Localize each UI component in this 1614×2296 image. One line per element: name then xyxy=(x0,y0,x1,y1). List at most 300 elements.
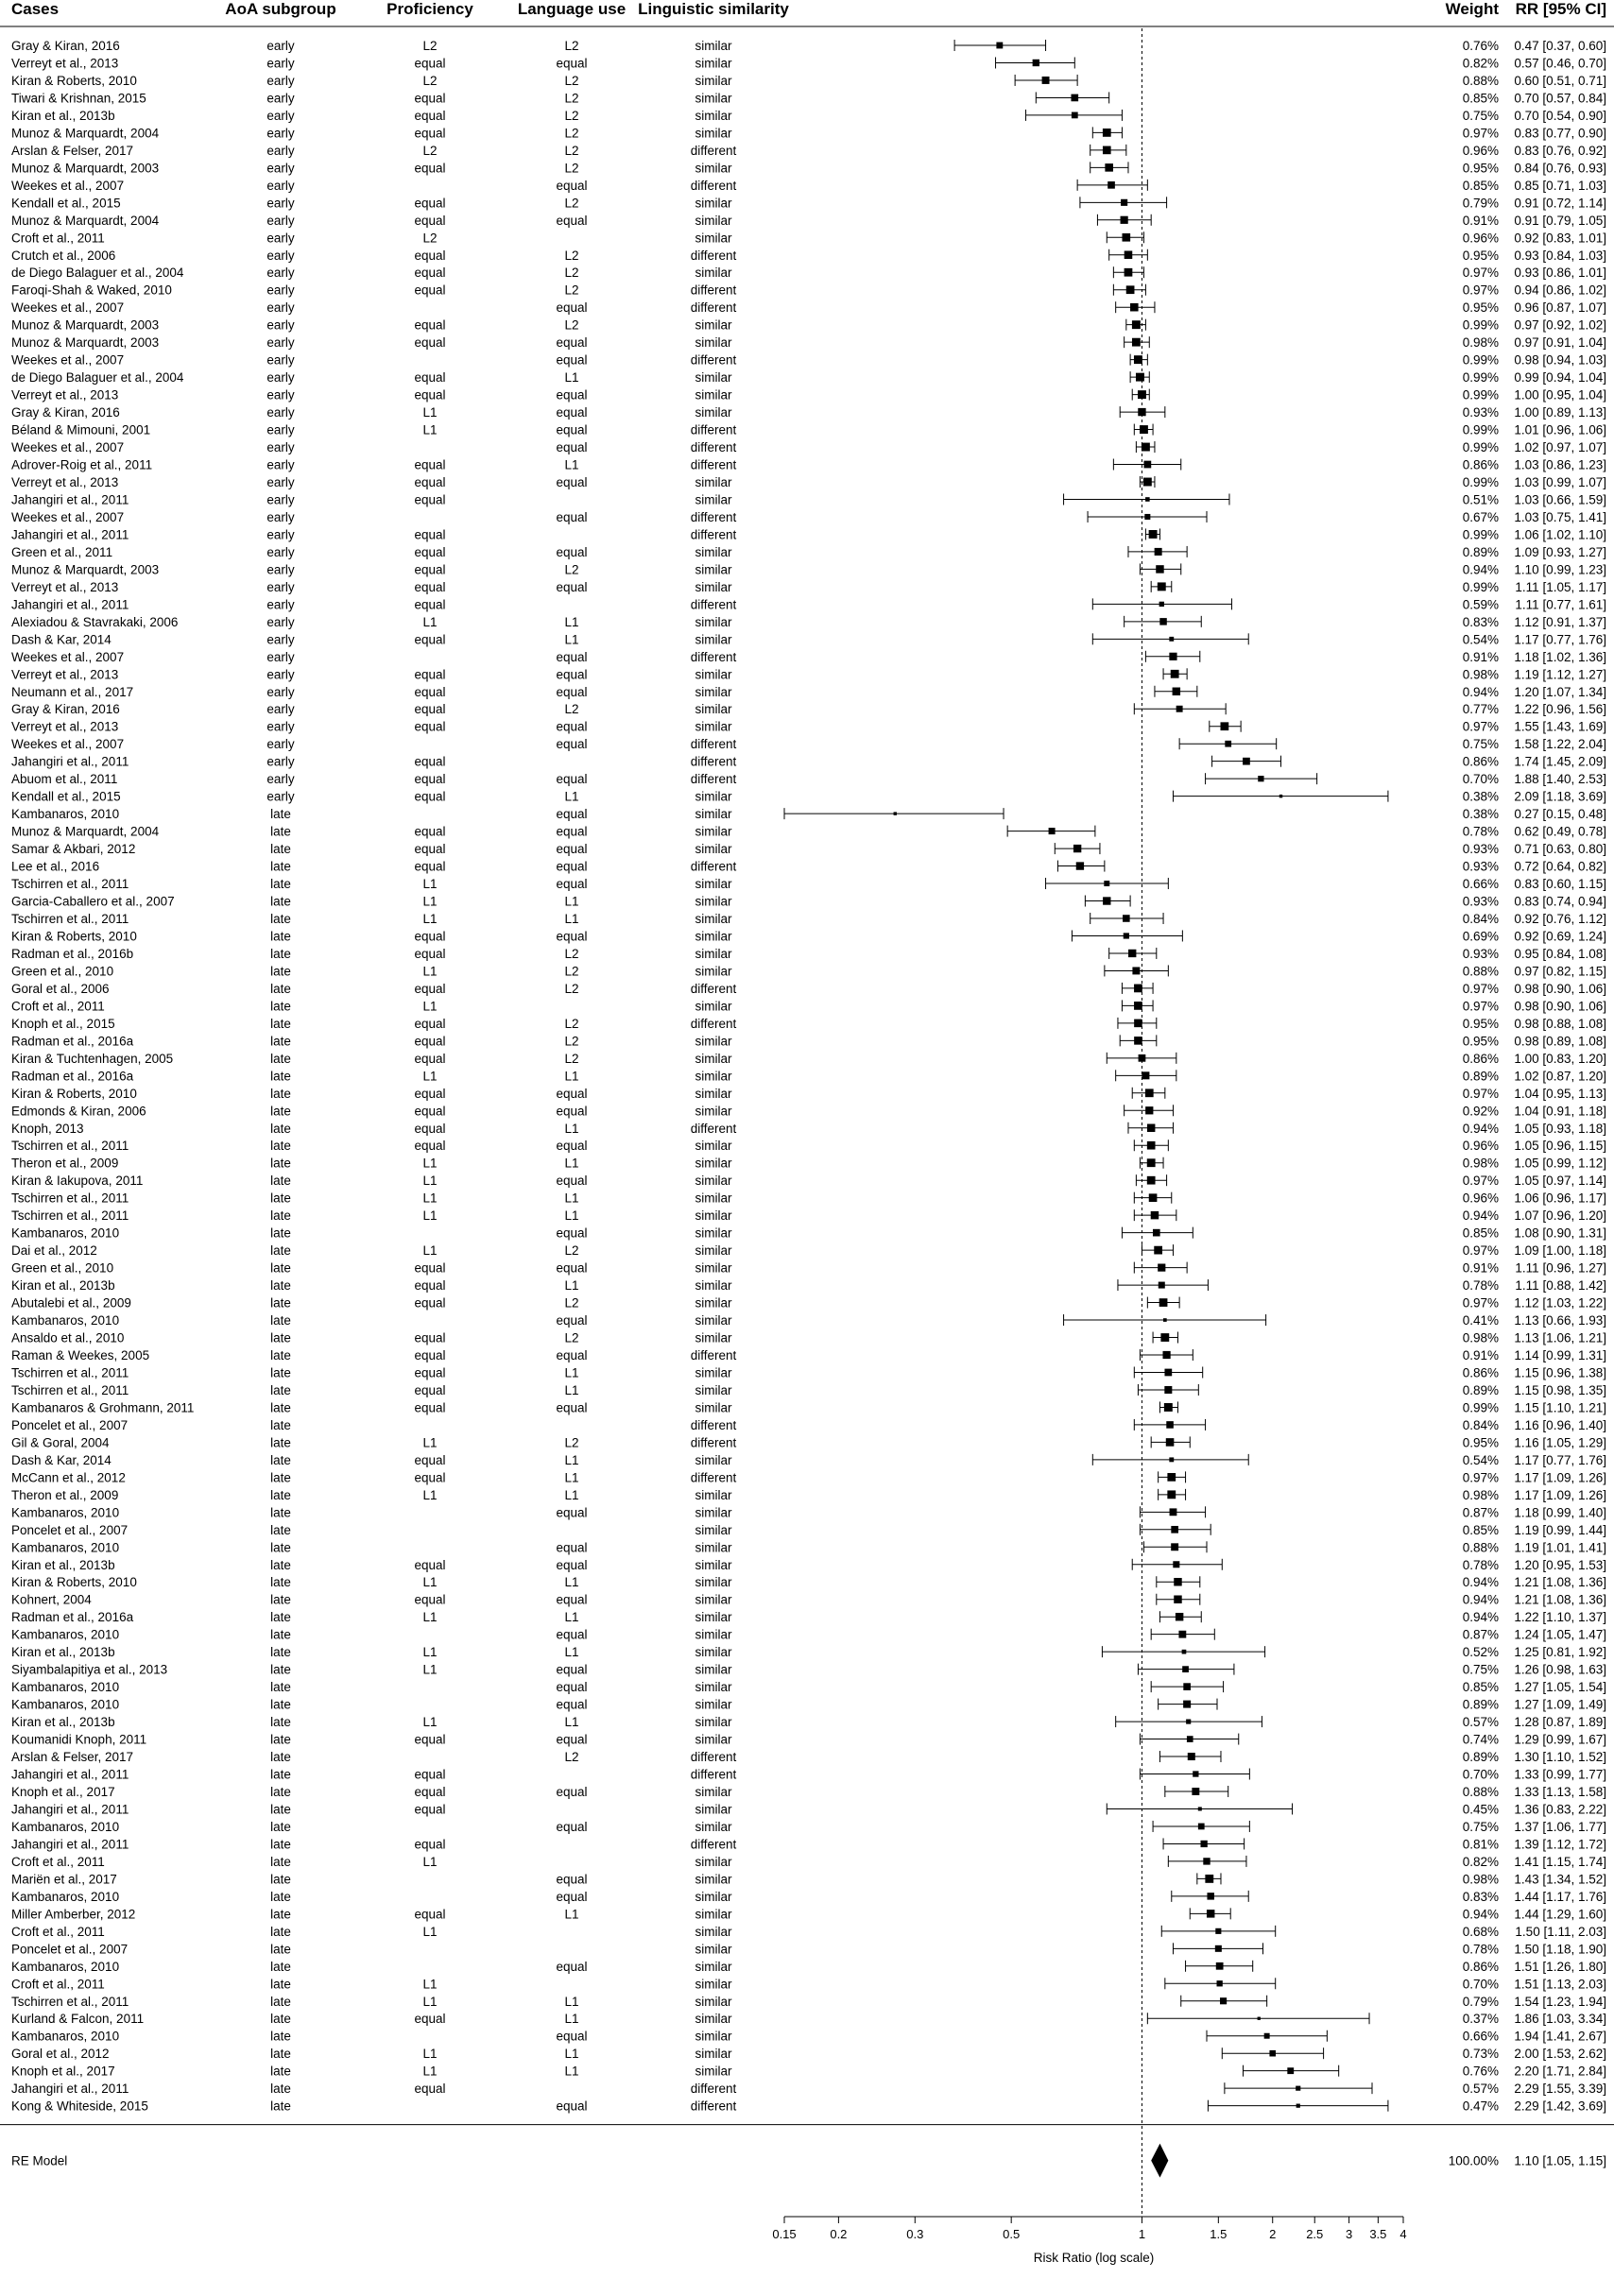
similarity-value: different xyxy=(690,737,737,752)
proficiency-value: equal xyxy=(414,702,446,717)
similarity-value: similar xyxy=(695,842,732,857)
language-use-value: equal xyxy=(556,352,588,368)
similarity-value: similar xyxy=(695,1802,732,1817)
case-label: Croft et al., 2011 xyxy=(11,1854,105,1869)
proficiency-value: equal xyxy=(414,1452,446,1467)
rr-ci-value: 0.83 [0.74, 0.94] xyxy=(1514,894,1606,909)
x-axis-label: Risk Ratio (log scale) xyxy=(1033,2251,1155,2265)
weight-value: 0.85% xyxy=(1462,1225,1499,1241)
proficiency-value: equal xyxy=(414,772,446,787)
rr-ci-value: 1.10 [0.99, 1.23] xyxy=(1514,562,1606,577)
rr-ci-value: 1.51 [1.13, 2.03] xyxy=(1514,1977,1606,1992)
case-label: Koumanidi Knoph, 2011 xyxy=(11,1732,147,1747)
case-label: Tschirren et al., 2011 xyxy=(11,1139,129,1154)
similarity-value: similar xyxy=(695,387,732,403)
weight-value: 0.97% xyxy=(1462,1086,1499,1101)
x-tick-label: 2.5 xyxy=(1306,2227,1324,2241)
similarity-value: similar xyxy=(695,877,732,892)
point-estimate xyxy=(1183,1683,1191,1690)
rr-ci-value: 1.36 [0.83, 2.22] xyxy=(1514,1802,1606,1817)
similarity-value: similar xyxy=(695,231,732,246)
rr-ci-value: 0.70 [0.57, 0.84] xyxy=(1514,91,1606,106)
similarity-value: similar xyxy=(695,1191,732,1206)
point-estimate xyxy=(1163,1318,1167,1322)
point-estimate xyxy=(1132,320,1141,329)
point-estimate xyxy=(1124,933,1129,938)
point-estimate xyxy=(1173,1561,1179,1568)
language-use-value: equal xyxy=(556,1785,588,1799)
study-row xyxy=(11,1313,1606,1328)
rr-ci-value: 1.20 [1.07, 1.34] xyxy=(1514,684,1606,699)
rr-ci-value: 0.98 [0.90, 1.06] xyxy=(1514,981,1606,996)
study-row xyxy=(11,562,1606,576)
proficiency-value: equal xyxy=(414,370,446,386)
case-label: Gray & Kiran, 2016 xyxy=(11,405,120,420)
language-use-value: L1 xyxy=(564,1645,579,1660)
proficiency-value: equal xyxy=(414,562,446,577)
study-row xyxy=(11,964,1606,978)
case-label: Munoz & Marquardt, 2003 xyxy=(11,335,160,351)
case-label: Alexiadou & Stavrakaki, 2006 xyxy=(11,614,179,629)
case-label: Kong & Whiteside, 2015 xyxy=(11,2099,148,2114)
language-use-value: L1 xyxy=(564,1470,579,1485)
language-use-value: equal xyxy=(556,1174,588,1189)
case-label: Knoph et al., 2017 xyxy=(11,2064,115,2079)
rr-ci-value: 1.29 [0.99, 1.67] xyxy=(1514,1732,1606,1747)
similarity-value: similar xyxy=(695,73,732,88)
proficiency-value: equal xyxy=(414,1034,446,1049)
case-label: Munoz & Marquardt, 2004 xyxy=(11,126,160,141)
proficiency-value: L1 xyxy=(422,894,438,909)
study-row xyxy=(11,1715,1606,1729)
aoa-value: late xyxy=(270,824,291,839)
point-estimate xyxy=(1162,1351,1170,1359)
rr-ci-value: 0.93 [0.84, 1.03] xyxy=(1514,248,1606,263)
proficiency-value: L1 xyxy=(422,1715,438,1730)
language-use-value: equal xyxy=(556,1139,588,1154)
case-label: Crutch et al., 2006 xyxy=(11,248,116,263)
point-estimate xyxy=(1192,1788,1199,1795)
case-label: Tschirren et al., 2011 xyxy=(11,1208,129,1224)
aoa-value: early xyxy=(266,667,295,682)
summary-label: RE Model xyxy=(11,2153,68,2168)
rr-ci-value: 0.72 [0.64, 0.82] xyxy=(1514,859,1606,874)
weight-value: 0.99% xyxy=(1462,579,1499,594)
rr-ci-value: 1.00 [0.95, 1.04] xyxy=(1514,387,1606,403)
similarity-value: similar xyxy=(695,1627,732,1642)
rr-ci-value: 1.88 [1.40, 2.53] xyxy=(1514,772,1606,787)
aoa-value: late xyxy=(270,1156,291,1171)
rr-ci-value: 0.97 [0.92, 1.02] xyxy=(1514,317,1606,333)
study-row xyxy=(11,1837,1606,1851)
aoa-value: early xyxy=(266,352,295,368)
similarity-value: similar xyxy=(695,161,732,176)
weight-value: 0.93% xyxy=(1462,405,1499,420)
weight-value: 0.97% xyxy=(1462,1243,1499,1259)
study-row xyxy=(11,1890,1606,1904)
case-label: Poncelet et al., 2007 xyxy=(11,1942,129,1957)
similarity-value: similar xyxy=(695,562,732,577)
aoa-value: late xyxy=(270,1837,291,1852)
point-estimate xyxy=(1134,1019,1142,1028)
study-row xyxy=(11,423,1606,437)
aoa-value: late xyxy=(270,1051,291,1066)
case-label: Kurland & Falcon, 2011 xyxy=(11,2012,145,2027)
point-estimate xyxy=(1176,706,1183,712)
point-estimate xyxy=(1217,1980,1223,1986)
aoa-value: late xyxy=(270,1104,291,1119)
aoa-value: early xyxy=(266,56,295,71)
weight-value: 0.85% xyxy=(1462,1680,1499,1695)
proficiency-value: equal xyxy=(414,632,446,647)
proficiency-value: equal xyxy=(414,1348,446,1362)
rr-ci-value: 1.51 [1.26, 1.80] xyxy=(1514,1959,1606,1974)
study-row xyxy=(11,632,1606,646)
point-estimate xyxy=(1215,1928,1221,1934)
point-estimate xyxy=(1159,602,1164,607)
aoa-value: late xyxy=(270,1540,291,1555)
proficiency-value: L1 xyxy=(422,614,438,629)
weight-value: 0.75% xyxy=(1462,1662,1499,1677)
weight-value: 0.91% xyxy=(1462,213,1499,228)
similarity-value: similar xyxy=(695,1208,732,1224)
aoa-value: early xyxy=(266,457,295,472)
proficiency-value: equal xyxy=(414,1295,446,1311)
similarity-value: different xyxy=(690,772,737,787)
weight-value: 0.99% xyxy=(1462,387,1499,403)
similarity-value: similar xyxy=(695,929,732,944)
case-label: Munoz & Marquardt, 2004 xyxy=(11,213,160,228)
similarity-value: similar xyxy=(695,1382,732,1397)
case-label: Kambanaros, 2010 xyxy=(11,1680,120,1695)
case-label: Verreyt et al., 2013 xyxy=(11,387,119,403)
weight-value: 0.37% xyxy=(1462,2012,1499,2027)
point-estimate xyxy=(1147,1176,1156,1185)
similarity-value: similar xyxy=(695,1452,732,1467)
weight-value: 0.86% xyxy=(1462,1959,1499,1974)
weight-value: 0.85% xyxy=(1462,91,1499,106)
similarity-value: similar xyxy=(695,108,732,123)
study-row xyxy=(11,1174,1606,1188)
weight-value: 0.95% xyxy=(1462,300,1499,316)
language-use-value: L1 xyxy=(564,370,579,386)
study-row xyxy=(11,1069,1606,1083)
weight-value: 0.76% xyxy=(1462,39,1499,53)
rr-ci-value: 0.94 [0.86, 1.02] xyxy=(1514,283,1606,298)
proficiency-value: equal xyxy=(414,457,446,472)
study-row xyxy=(11,1052,1606,1066)
point-estimate xyxy=(1132,338,1141,347)
header-cases: Cases xyxy=(11,0,60,18)
point-estimate xyxy=(1136,373,1144,382)
study-row xyxy=(11,458,1606,472)
rr-ci-value: 1.16 [1.05, 1.29] xyxy=(1514,1435,1606,1450)
point-estimate xyxy=(1166,1421,1174,1429)
point-estimate xyxy=(1105,163,1113,172)
weight-value: 0.94% xyxy=(1462,1592,1499,1607)
language-use-value: L1 xyxy=(564,1278,579,1294)
case-label: Samar & Akbari, 2012 xyxy=(11,842,136,857)
rr-ci-value: 1.11 [0.77, 1.61] xyxy=(1515,597,1606,612)
weight-value: 0.66% xyxy=(1462,877,1499,892)
language-use-value: equal xyxy=(556,1313,588,1328)
similarity-value: similar xyxy=(695,213,732,228)
proficiency-value: equal xyxy=(414,981,446,996)
aoa-value: late xyxy=(270,1942,291,1957)
case-label: Tschirren et al., 2011 xyxy=(11,1365,129,1380)
x-axis-ticks xyxy=(772,2217,1406,2241)
weight-value: 0.97% xyxy=(1462,1470,1499,1485)
similarity-value: similar xyxy=(695,1610,732,1625)
rr-ci-value: 1.37 [1.06, 1.77] xyxy=(1514,1819,1606,1834)
aoa-value: late xyxy=(270,1121,291,1136)
language-use-value: equal xyxy=(556,509,588,524)
case-label: Weekes et al., 2007 xyxy=(11,178,125,193)
case-label: Jahangiri et al., 2011 xyxy=(11,1837,129,1852)
header-language-use: Language use xyxy=(517,0,627,18)
rr-ci-value: 1.04 [0.91, 1.18] xyxy=(1514,1104,1606,1119)
aoa-value: late xyxy=(270,1889,291,1904)
point-estimate xyxy=(1072,112,1078,119)
aoa-value: late xyxy=(270,964,291,979)
study-row xyxy=(11,912,1606,926)
case-label: Weekes et al., 2007 xyxy=(11,649,125,664)
study-row xyxy=(11,1802,1606,1816)
study-row xyxy=(11,1400,1606,1414)
proficiency-value: equal xyxy=(414,56,446,71)
language-use-value: L1 xyxy=(564,457,579,472)
proficiency-value: L1 xyxy=(422,1487,438,1502)
language-use-value: equal xyxy=(556,877,588,892)
proficiency-value: L1 xyxy=(422,1156,438,1171)
rr-ci-value: 1.16 [0.96, 1.40] xyxy=(1514,1417,1606,1432)
proficiency-value: L1 xyxy=(422,2064,438,2079)
point-estimate xyxy=(1296,2086,1300,2091)
case-label: Arslan & Felser, 2017 xyxy=(11,143,134,158)
rr-ci-value: 1.94 [1.41, 2.67] xyxy=(1514,2029,1606,2044)
point-estimate xyxy=(1158,582,1166,591)
point-estimate xyxy=(1125,250,1133,259)
language-use-value: equal xyxy=(556,300,588,316)
case-label: Poncelet et al., 2007 xyxy=(11,1522,129,1537)
case-label: Munoz & Marquardt, 2003 xyxy=(11,161,160,176)
aoa-value: early xyxy=(266,509,295,524)
study-row xyxy=(11,790,1606,804)
study-row xyxy=(11,1925,1606,1939)
case-label: Knoph et al., 2017 xyxy=(11,1785,115,1799)
point-estimate xyxy=(1134,985,1142,993)
language-use-value: equal xyxy=(556,1889,588,1904)
proficiency-value: equal xyxy=(414,1278,446,1294)
proficiency-value: equal xyxy=(414,387,446,403)
similarity-value: similar xyxy=(695,266,732,281)
similarity-value: similar xyxy=(695,91,732,106)
aoa-value: late xyxy=(270,1069,291,1084)
similarity-value: similar xyxy=(695,702,732,717)
proficiency-value: equal xyxy=(414,1382,446,1397)
weight-value: 0.89% xyxy=(1462,1750,1499,1765)
aoa-value: early xyxy=(266,108,295,123)
proficiency-value: equal xyxy=(414,1557,446,1572)
point-estimate xyxy=(1103,129,1111,137)
similarity-value: similar xyxy=(695,824,732,839)
case-label: Croft et al., 2011 xyxy=(11,999,105,1014)
case-label: Kiran & Iakupova, 2011 xyxy=(11,1174,144,1189)
study-row xyxy=(11,440,1606,454)
weight-value: 0.98% xyxy=(1462,667,1499,682)
point-estimate xyxy=(1205,1875,1213,1883)
rr-ci-value: 1.27 [1.05, 1.54] xyxy=(1514,1680,1606,1695)
aoa-value: early xyxy=(266,266,295,281)
point-estimate xyxy=(1149,530,1158,539)
rr-ci-value: 1.12 [0.91, 1.37] xyxy=(1514,614,1606,629)
similarity-value: similar xyxy=(695,1295,732,1311)
aoa-value: late xyxy=(270,1313,291,1328)
similarity-value: different xyxy=(690,1837,737,1852)
language-use-value: equal xyxy=(556,1540,588,1555)
language-use-value: equal xyxy=(556,1225,588,1241)
aoa-value: late xyxy=(270,1086,291,1101)
proficiency-value: equal xyxy=(414,754,446,769)
rr-ci-value: 1.03 [0.99, 1.07] xyxy=(1514,475,1606,489)
language-use-value: equal xyxy=(556,2099,588,2114)
proficiency-value: L1 xyxy=(422,1208,438,1224)
rr-ci-value: 1.08 [0.90, 1.31] xyxy=(1514,1225,1606,1241)
rr-ci-value: 0.62 [0.49, 0.78] xyxy=(1514,824,1606,839)
weight-value: 0.70% xyxy=(1462,772,1499,787)
case-label: Verreyt et al., 2013 xyxy=(11,667,119,682)
rr-ci-value: 0.97 [0.82, 1.15] xyxy=(1514,964,1606,979)
summary-diamond xyxy=(1151,2144,1168,2178)
similarity-value: different xyxy=(690,649,737,664)
header-row xyxy=(11,0,1606,18)
proficiency-value: equal xyxy=(414,1400,446,1415)
rr-ci-value: 0.83 [0.76, 0.92] xyxy=(1514,143,1606,158)
weight-value: 0.94% xyxy=(1462,1121,1499,1136)
study-row xyxy=(11,1470,1606,1484)
summary-row xyxy=(11,2144,1606,2178)
study-row xyxy=(11,1104,1606,1118)
language-use-value: equal xyxy=(556,335,588,351)
rr-ci-value: 1.28 [0.87, 1.89] xyxy=(1514,1715,1606,1730)
weight-value: 0.89% xyxy=(1462,544,1499,559)
rr-ci-value: 1.27 [1.09, 1.49] xyxy=(1514,1697,1606,1712)
aoa-value: late xyxy=(270,877,291,892)
similarity-value: similar xyxy=(695,1872,732,1887)
similarity-value: similar xyxy=(695,1365,732,1380)
study-rows xyxy=(11,39,1606,2114)
rr-ci-value: 1.00 [0.83, 1.20] xyxy=(1514,1051,1606,1066)
point-estimate xyxy=(1287,2067,1294,2074)
point-estimate xyxy=(1145,1088,1154,1097)
similarity-value: similar xyxy=(695,317,732,333)
point-estimate xyxy=(1169,653,1176,660)
weight-value: 0.98% xyxy=(1462,1872,1499,1887)
point-estimate xyxy=(1243,758,1250,765)
similarity-value: similar xyxy=(695,1540,732,1555)
case-label: McCann et al., 2012 xyxy=(11,1470,126,1485)
study-row xyxy=(11,1157,1606,1171)
weight-value: 0.59% xyxy=(1462,597,1499,612)
aoa-value: late xyxy=(270,1645,291,1660)
rr-ci-value: 1.17 [1.09, 1.26] xyxy=(1514,1470,1606,1485)
similarity-value: similar xyxy=(695,126,732,141)
similarity-value: similar xyxy=(695,789,732,804)
language-use-value: L2 xyxy=(564,317,579,333)
aoa-value: late xyxy=(270,1225,291,1241)
proficiency-value: L1 xyxy=(422,999,438,1014)
case-label: Gil & Goral, 2004 xyxy=(11,1435,110,1450)
rr-ci-value: 1.03 [0.86, 1.23] xyxy=(1514,457,1606,472)
similarity-value: similar xyxy=(695,39,732,53)
similarity-value: different xyxy=(690,527,737,542)
similarity-value: different xyxy=(690,300,737,316)
point-estimate xyxy=(1107,181,1115,189)
aoa-value: late xyxy=(270,981,291,996)
point-estimate xyxy=(1156,565,1163,573)
language-use-value: equal xyxy=(556,1505,588,1520)
similarity-value: different xyxy=(690,422,737,437)
aoa-value: late xyxy=(270,1522,291,1537)
study-row xyxy=(11,755,1606,769)
weight-value: 0.75% xyxy=(1462,737,1499,752)
point-estimate xyxy=(1145,497,1150,502)
rr-ci-value: 1.43 [1.34, 1.52] xyxy=(1514,1872,1606,1887)
header-proficiency: Proficiency xyxy=(386,0,473,18)
point-estimate xyxy=(1121,199,1127,206)
rr-ci-value: 1.15 [0.96, 1.38] xyxy=(1514,1365,1606,1380)
rr-ci-value: 0.98 [0.89, 1.08] xyxy=(1514,1034,1606,1049)
case-label: Tiwari & Krishnan, 2015 xyxy=(11,91,146,106)
point-estimate xyxy=(1176,1613,1183,1620)
rr-ci-value: 1.03 [0.66, 1.59] xyxy=(1514,492,1606,507)
point-estimate xyxy=(1187,1736,1193,1742)
similarity-value: similar xyxy=(695,807,732,822)
case-label: Tschirren et al., 2011 xyxy=(11,1382,129,1397)
point-estimate xyxy=(1164,1386,1172,1394)
study-row xyxy=(11,737,1606,751)
proficiency-value: L1 xyxy=(422,1191,438,1206)
study-row xyxy=(11,248,1606,263)
similarity-value: different xyxy=(690,1121,737,1136)
case-label: Kambanaros, 2010 xyxy=(11,1889,120,1904)
language-use-value: equal xyxy=(556,440,588,455)
point-estimate xyxy=(1042,77,1050,84)
point-estimate xyxy=(1033,60,1039,66)
similarity-value: similar xyxy=(695,1977,732,1992)
similarity-value: different xyxy=(690,143,737,158)
weight-value: 0.94% xyxy=(1462,1575,1499,1590)
aoa-value: early xyxy=(266,562,295,577)
x-tick-label: 0.5 xyxy=(1003,2227,1021,2241)
language-use-value: L2 xyxy=(564,1295,579,1311)
rr-ci-value: 1.11 [1.05, 1.17] xyxy=(1515,579,1606,594)
point-estimate xyxy=(1159,618,1166,625)
aoa-value: early xyxy=(266,475,295,489)
point-estimate xyxy=(1198,1807,1202,1810)
aoa-value: early xyxy=(266,213,295,228)
proficiency-value: L1 xyxy=(422,1645,438,1660)
case-label: Kambanaros, 2010 xyxy=(11,1505,120,1520)
point-estimate xyxy=(1258,2017,1261,2020)
weight-value: 0.67% xyxy=(1462,509,1499,524)
aoa-value: late xyxy=(270,1208,291,1224)
case-label: Croft et al., 2011 xyxy=(11,1924,105,1939)
rr-ci-value: 2.09 [1.18, 3.69] xyxy=(1514,789,1606,804)
proficiency-value: equal xyxy=(414,1592,446,1607)
study-row xyxy=(11,615,1606,629)
rr-ci-value: 1.09 [0.93, 1.27] xyxy=(1514,544,1606,559)
